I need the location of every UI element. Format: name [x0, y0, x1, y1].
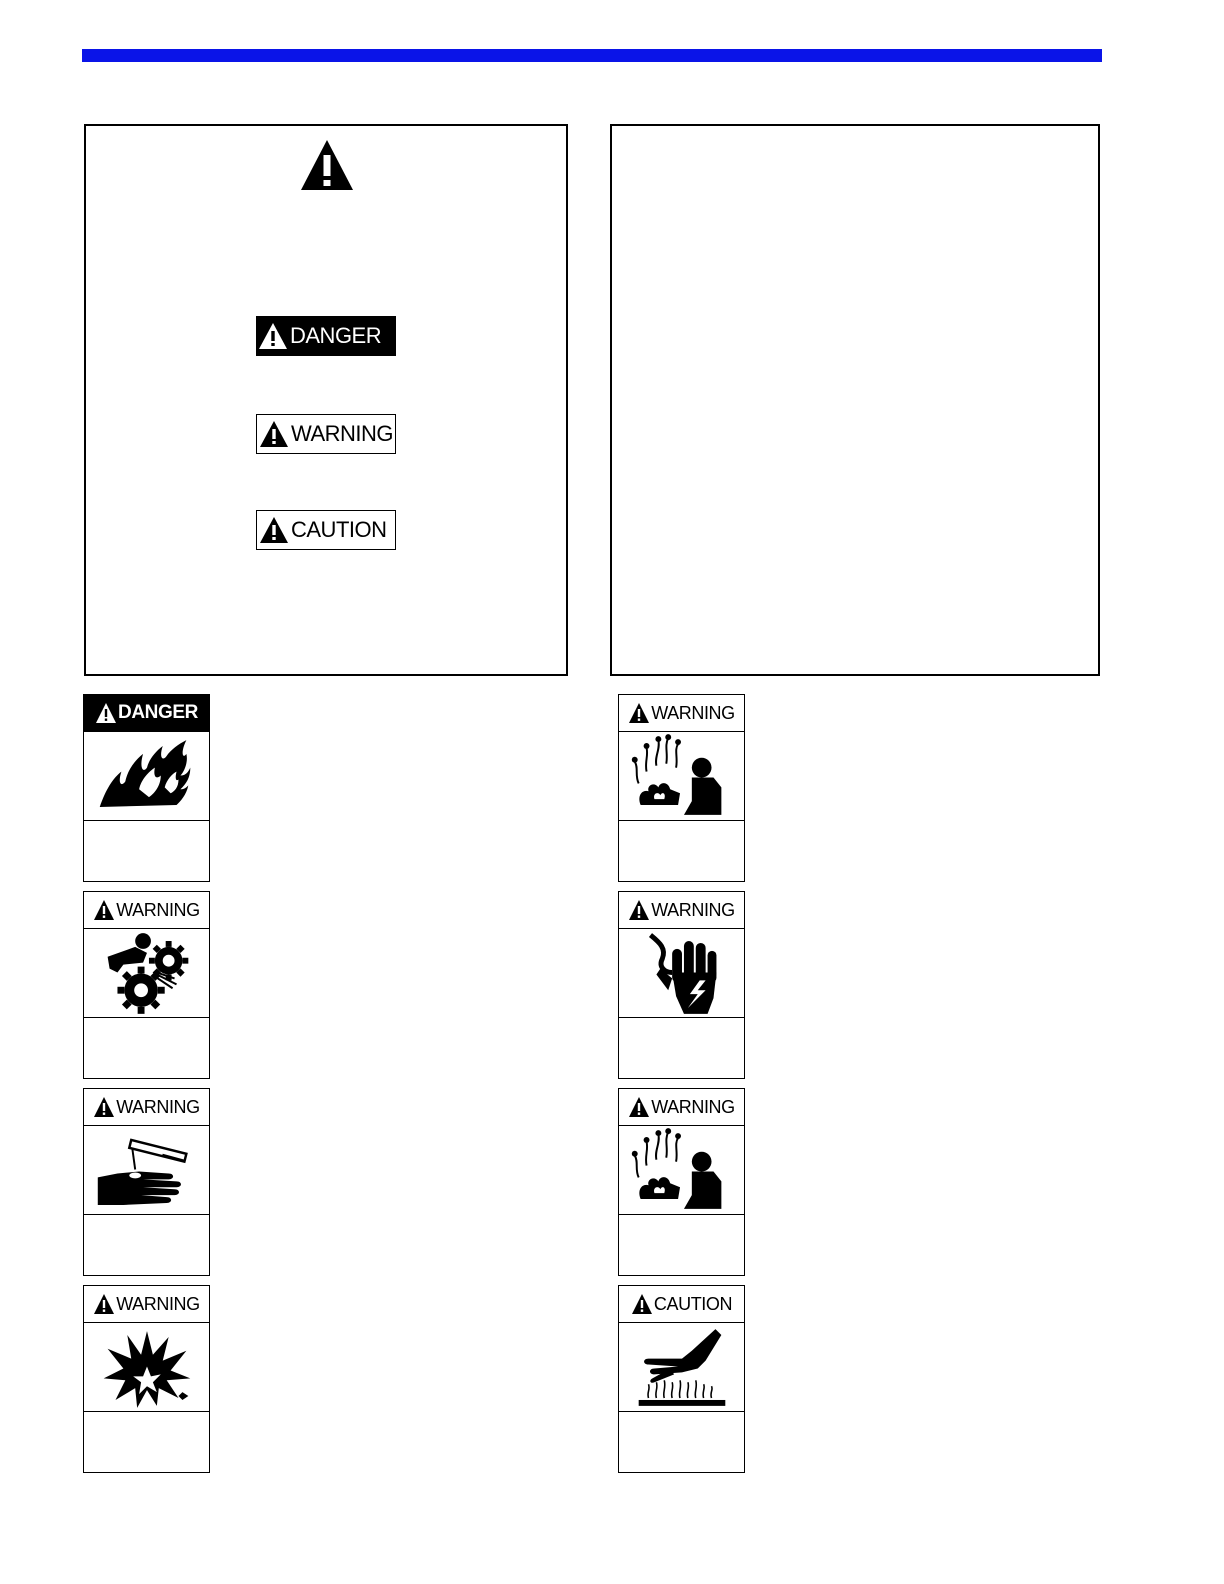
warning-signal-label	[256, 414, 396, 454]
alert-triangle-icon	[259, 515, 289, 545]
hazard-card-chemical-burn	[83, 1088, 210, 1276]
card-signal-word: WARNING	[651, 702, 735, 723]
explosion-icon	[84, 1323, 209, 1412]
card-header	[619, 1286, 744, 1323]
card-header	[619, 892, 744, 929]
warning-signal-word: WARNING	[291, 421, 394, 446]
hot-surface-icon	[619, 1323, 744, 1412]
hazard-card-hot-surface	[618, 1285, 745, 1473]
explosion-person-icon	[619, 1126, 744, 1215]
signal-words-panel	[84, 124, 568, 676]
alert-triangle-icon	[93, 1293, 115, 1315]
card-signal-word: WARNING	[116, 1096, 200, 1117]
alert-triangle-icon	[628, 702, 650, 724]
card-signal-word: WARNING	[651, 899, 735, 920]
gear-entanglement-icon	[84, 929, 209, 1018]
caution-signal-label	[256, 510, 396, 550]
hazard-card-explosion-person	[618, 694, 745, 882]
hazard-card-gears	[83, 891, 210, 1079]
top-blue-rule	[82, 49, 1102, 62]
card-signal-word: DANGER	[118, 702, 198, 723]
card-header	[84, 695, 209, 732]
chemical-burn-hand-icon	[84, 1126, 209, 1215]
alert-triangle-icon	[628, 1096, 650, 1118]
danger-signal-word: DANGER	[290, 323, 382, 348]
alert-triangle-icon	[95, 702, 117, 724]
explosion-person-icon	[619, 732, 744, 821]
caution-signal-word: CAUTION	[291, 517, 387, 542]
hazard-card-explosion	[83, 1285, 210, 1473]
alert-triangle-icon	[93, 1096, 115, 1118]
card-header	[84, 892, 209, 929]
right-notice-panel	[610, 124, 1100, 676]
fire-icon	[84, 732, 209, 821]
safety-alert-icon	[299, 138, 355, 192]
card-header	[84, 1286, 209, 1323]
card-signal-word: WARNING	[651, 1096, 735, 1117]
card-header	[619, 695, 744, 732]
alert-triangle-icon	[258, 321, 288, 351]
alert-triangle-icon	[259, 419, 289, 449]
alert-triangle-icon	[631, 1293, 653, 1315]
card-signal-word: CAUTION	[653, 1293, 733, 1314]
card-header	[619, 1089, 744, 1126]
card-signal-word: WARNING	[116, 899, 200, 920]
danger-signal-label	[256, 316, 396, 356]
card-header	[84, 1089, 209, 1126]
alert-triangle-icon	[93, 899, 115, 921]
hazard-card-fire	[83, 694, 210, 882]
card-signal-word: WARNING	[116, 1293, 200, 1314]
hazard-card-electric-shock	[618, 891, 745, 1079]
hazard-card-explosion-person-2	[618, 1088, 745, 1276]
electric-shock-hand-icon	[619, 929, 744, 1018]
alert-triangle-icon	[628, 899, 650, 921]
